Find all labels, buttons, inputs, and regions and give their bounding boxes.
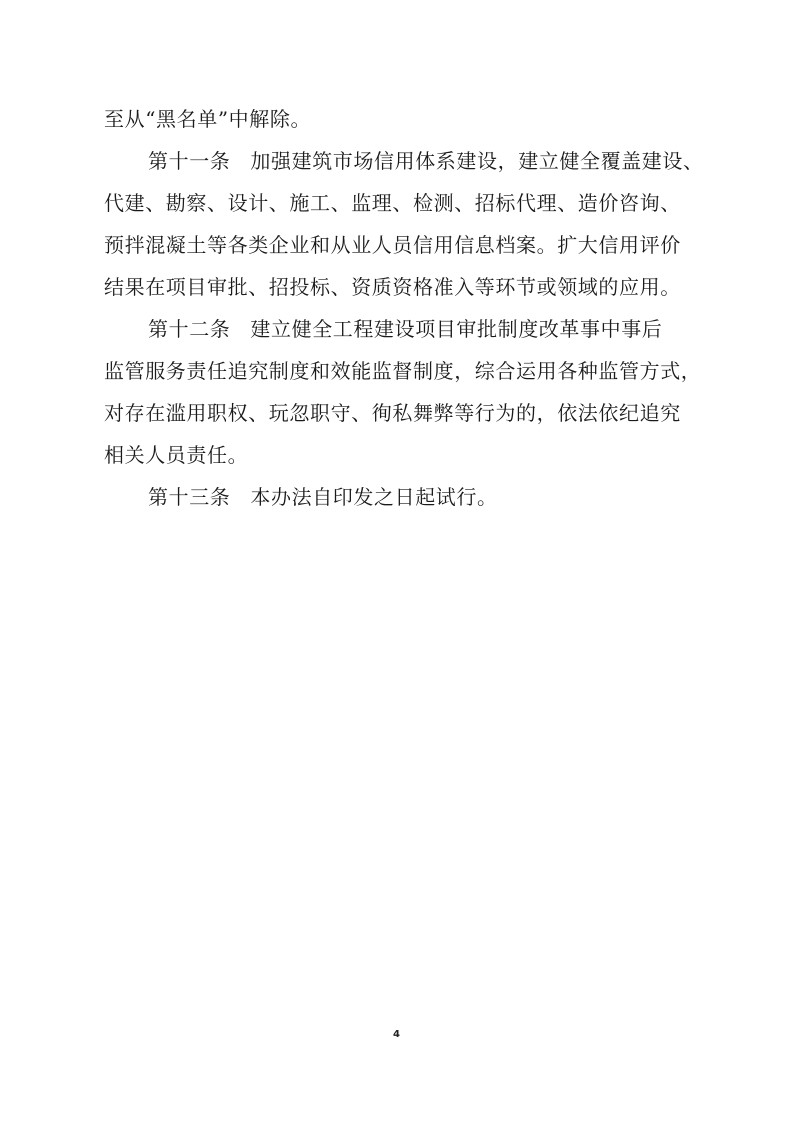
article-12-line-1 — [104, 308, 704, 350]
article-12-heading: 第十二条 — [148, 317, 231, 341]
article-13-heading: 第十三条 — [148, 485, 231, 509]
article-11-line-4: 结果在项目审批、招投标、资质资格准入等环节或领域的应用。 — [104, 275, 681, 299]
page-number: 4 — [393, 1029, 400, 1040]
continuation-line: 至从“黑名单”中解除。 — [104, 107, 312, 131]
article-11-heading: 第十一条 — [148, 149, 231, 173]
article-12-text: 建立健全工程建设项目审批制度改革事中事后 — [250, 317, 663, 341]
article-12-line-3: 对存在滥用职权、玩忽职守、徇私舞弊等行为的，依法依纪追究 — [104, 401, 681, 425]
article-13-text: 本办法自印发之日起试行。 — [250, 485, 498, 509]
article-12-line-2: 监管服务责任追究制度和效能监督制度，综合运用各种监管方式， — [104, 359, 702, 383]
article-11-line-3: 预拌混凝土等各类企业和从业人员信用信息档案。扩大信用评价 — [104, 233, 681, 257]
article-13-line-1 — [104, 476, 704, 518]
body-text — [104, 98, 704, 518]
article-11-line-2: 代建、勘察、设计、施工、监理、检测、招标代理、造价咨询、 — [104, 191, 681, 215]
article-11-text: 加强建筑市场信用体系建设，建立健全覆盖建设、 — [250, 149, 704, 173]
article-12-line-4: 相关人员责任。 — [104, 443, 249, 467]
article-11-line-1 — [104, 140, 704, 182]
